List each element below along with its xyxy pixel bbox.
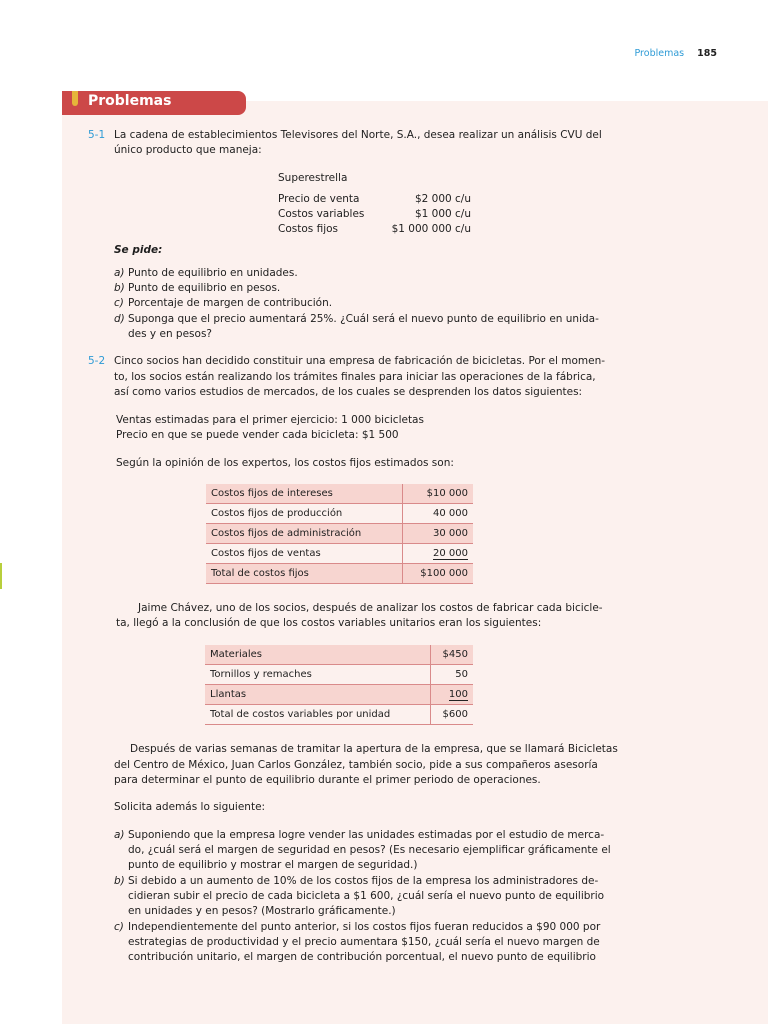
p52-intro-line-2: to, los socios están realizando los trámites finales para iniciar las operaciones de la fábrica, xyxy=(114,371,596,383)
table-row xyxy=(205,685,473,705)
p52-item-b-line-1: Si debido a un aumento de 10% de los costos fijos de la empresa los administradores de- xyxy=(128,875,599,887)
table-row xyxy=(205,645,473,665)
row-value: $10 000 xyxy=(402,484,473,504)
problem-number-5-2: 5-2 xyxy=(88,355,106,367)
row-value: $450 xyxy=(430,645,473,665)
total-value: $600 xyxy=(430,705,473,725)
fixed-cost-value: $1 000 000 c/u xyxy=(391,223,471,235)
table-row xyxy=(206,504,473,524)
p51-item-c: Porcentaje de margen de contribución. xyxy=(128,297,333,309)
p52-item-a-line-1: Suponiendo que la empresa logre vender las unidades estimadas por el estudio de merca- xyxy=(128,829,605,841)
row-label: Tornillos y remaches xyxy=(205,665,430,685)
product-name: Superestrella xyxy=(278,172,348,184)
p51-item-d-line-1: Suponga que el precio aumentará 25%. ¿Cuál será el nuevo punto de equilibrio en unida- xyxy=(128,313,599,325)
p52-item-b-line-2: cidieran subir el precio de cada bicicleta a $1 600, ¿cuál sería el nuevo punto de equilibrio xyxy=(128,890,605,902)
fixed-cost-label: Costos fijos xyxy=(278,223,339,235)
row-label: Costos fijos de producción xyxy=(206,504,402,524)
p52-item-c-line-2: estrategias de productividad y el precio aumentara $150, ¿cuál sería el nuevo margen de xyxy=(128,936,600,948)
despues-line-1: Después de varias semanas de tramitar la apertura de la empresa, que se llamará Bicicletas xyxy=(130,743,618,755)
price-value: $2 000 c/u xyxy=(414,193,471,205)
p52-intro-line-3: así como varios estudios de mercados, de los cuales se desprenden los datos siguientes: xyxy=(114,386,583,398)
total-row xyxy=(205,705,473,725)
p52-intro-line-1: Cinco socios han decidido constituir una empresa de fabricación de bicicletas. Por el momen- xyxy=(114,355,606,367)
price-label: Precio de venta xyxy=(278,193,360,205)
page-number: 185 xyxy=(697,48,717,59)
despues-line-2: del Centro de México, Juan Carlos González, también socio, pide a sus compañeros asesoría xyxy=(114,759,598,771)
p51-item-c-letter: c) xyxy=(114,297,124,309)
p52-item-a-line-3: punto de equilibrio y mostrar el margen de seguridad.) xyxy=(128,859,418,871)
variable-costs-table xyxy=(205,645,473,725)
estimated-sales: Ventas estimadas para el primer ejercicio: 1 000 bicicletas xyxy=(116,414,424,426)
p52-item-c-letter: c) xyxy=(114,921,124,933)
p51-item-a-letter: a) xyxy=(114,267,125,279)
p51-item-d-line-2: des y en pesos? xyxy=(128,328,212,340)
table-row xyxy=(206,524,473,544)
table-row xyxy=(206,544,473,564)
jaime-line-2: ta, llegó a la conclusión de que los costos variables unitarios eran los siguientes: xyxy=(116,617,542,629)
row-label: Costos fijos de administración xyxy=(206,524,402,544)
experts-line: Según la opinión de los expertos, los costos fijos estimados son: xyxy=(116,457,454,469)
jaime-line-1: Jaime Chávez, uno de los socios, después de analizar los costos de fabricar cada bicicle- xyxy=(138,602,603,614)
row-value-underlined: 100 xyxy=(448,689,468,700)
p51-intro-line-1: La cadena de establecimientos Televisores del Norte, S.A., desea realizar un análisis CVU del xyxy=(114,129,602,141)
banner-tab-decoration xyxy=(72,91,78,106)
margin-marker xyxy=(0,563,2,589)
row-label: Materiales xyxy=(205,645,430,665)
solicita-line: Solicita además lo siguiente: xyxy=(114,801,266,813)
selling-price: Precio en que se puede vender cada bicicleta: $1 500 xyxy=(116,429,399,441)
section-banner xyxy=(62,91,246,115)
fixed-costs-table xyxy=(206,484,473,584)
row-value: 50 xyxy=(430,665,473,685)
p52-item-c-line-1: Independientemente del punto anterior, si los costos fijos fueran reducidos a $90 000 por xyxy=(128,921,601,933)
row-label: Llantas xyxy=(205,685,430,705)
total-label: Total de costos fijos xyxy=(206,564,402,584)
row-value: 40 000 xyxy=(402,504,473,524)
row-value: 30 000 xyxy=(402,524,473,544)
p52-item-a-line-2: do, ¿cuál será el margen de seguridad en pesos? (Es necesario ejemplificar gráficamente el xyxy=(128,844,611,856)
p51-intro-line-2: único producto que maneja: xyxy=(114,144,262,156)
despues-line-3: para determinar el punto de equilibrio durante el primer periodo de operaciones. xyxy=(114,774,541,786)
p52-item-a-letter: a) xyxy=(114,829,125,841)
section-title: Problemas xyxy=(88,93,172,109)
variable-cost-label: Costos variables xyxy=(278,208,365,220)
se-pide-heading: Se pide: xyxy=(114,244,163,256)
p52-item-c-line-3: contribución unitario, el margen de contribución porcentual, el nuevo punto de equilibrio xyxy=(128,951,596,963)
row-label: Costos fijos de intereses xyxy=(206,484,402,504)
row-value-underlined: 20 000 xyxy=(433,548,468,559)
row-label: Costos fijos de ventas xyxy=(206,544,402,564)
p51-item-b: Punto de equilibrio en pesos. xyxy=(128,282,281,294)
problem-number-5-1: 5-1 xyxy=(88,129,106,141)
variable-cost-value: $1 000 c/u xyxy=(414,208,471,220)
p51-item-d-letter: d) xyxy=(114,313,125,325)
header-section: Problemas xyxy=(634,48,685,59)
p51-item-a: Punto de equilibrio en unidades. xyxy=(128,267,298,279)
total-label: Total de costos variables por unidad xyxy=(205,705,430,725)
table-row xyxy=(206,484,473,504)
table-row xyxy=(205,665,473,685)
running-header xyxy=(635,48,718,59)
p51-item-b-letter: b) xyxy=(114,282,125,294)
p52-item-b-letter: b) xyxy=(114,875,125,887)
p52-item-b-line-3: en unidades y en pesos? (Mostrarlo gráficamente.) xyxy=(128,905,396,917)
total-row xyxy=(206,564,473,584)
total-value: $100 000 xyxy=(402,564,473,584)
